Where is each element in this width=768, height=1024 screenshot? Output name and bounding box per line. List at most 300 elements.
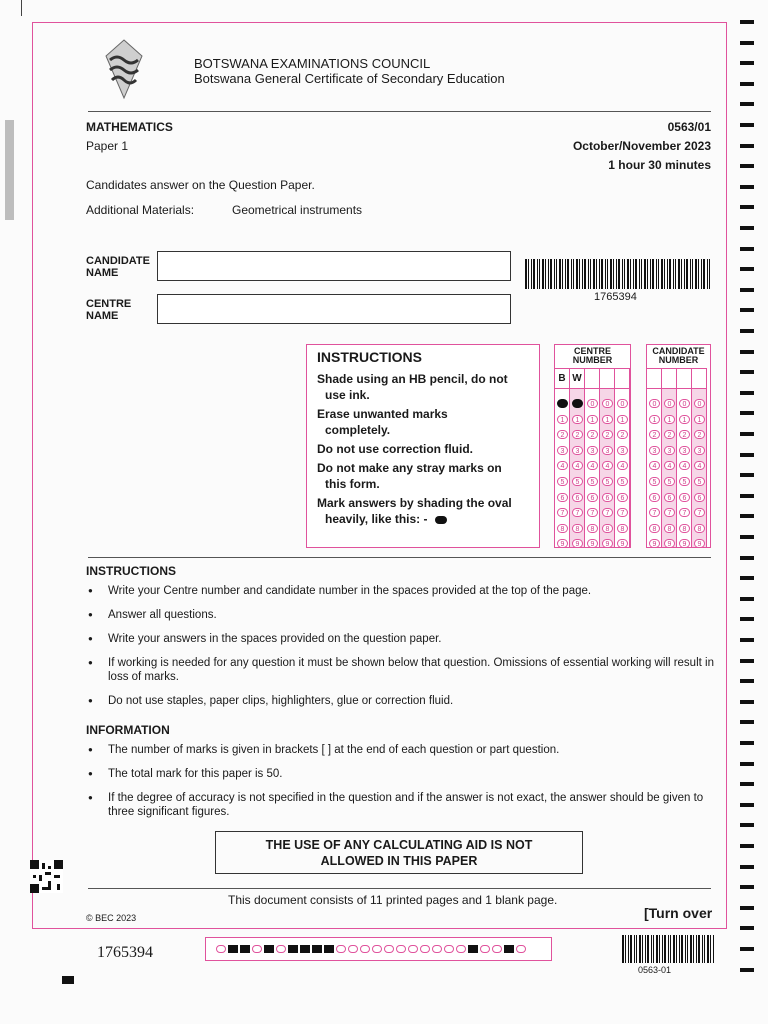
barcode-bar (687, 935, 688, 963)
barcode-bar (679, 935, 680, 963)
digit-oval[interactable]: 9 (617, 539, 628, 548)
barcode-bar (710, 935, 711, 963)
barcode-bar (628, 935, 629, 963)
timing-strip-mark (740, 432, 754, 436)
barcode-bar (673, 935, 675, 963)
digit-oval[interactable]: 9 (572, 539, 583, 548)
timing-strip-mark (740, 288, 754, 292)
barcode-bar (692, 259, 693, 289)
barcode-bar (645, 935, 646, 963)
barcode-bar (613, 259, 614, 289)
timing-mark (324, 945, 334, 953)
barcode-bar (641, 259, 642, 289)
digit-oval[interactable]: 4 (572, 461, 583, 470)
digit-oval[interactable]: 6 (617, 493, 628, 502)
instruction-item: ● If working is needed for any question it must be shown below that question. Omissions of essential working will result in loss of marks. (88, 656, 718, 684)
digit-oval[interactable]: 6 (587, 493, 598, 502)
digit-oval[interactable]: 3 (587, 446, 598, 455)
timing-mark (216, 945, 226, 953)
digit-oval[interactable]: 9 (602, 539, 613, 548)
information-item: ● The total mark for this paper is 50. (88, 767, 718, 781)
barcode-bar (636, 935, 637, 963)
digit-oval[interactable]: 7 (572, 508, 583, 517)
barcode-bar (630, 259, 631, 289)
barcode-bar (601, 259, 603, 289)
information-list (88, 743, 718, 819)
barcode-bar (567, 259, 569, 289)
timing-strip-mark (740, 41, 754, 45)
barcode-bar (647, 259, 648, 289)
digit-oval[interactable]: 4 (602, 461, 613, 470)
digit-oval[interactable]: 7 (557, 508, 568, 517)
timing-strip-mark (740, 82, 754, 86)
barcode-bar (681, 935, 683, 963)
number-entry-cell[interactable] (662, 368, 676, 389)
digit-oval[interactable]: 5 (649, 477, 660, 486)
digit-oval[interactable]: 0 (617, 399, 628, 408)
barcode-bar (685, 935, 686, 963)
timing-strip-mark (740, 762, 754, 766)
number-entry-cell[interactable] (585, 368, 599, 389)
digit-oval[interactable]: 3 (572, 446, 583, 455)
digit-oval[interactable]: 1 (602, 415, 613, 424)
qr-code-icon (30, 860, 63, 893)
information-item: ● The number of marks is given in brackets [ ] at the end of each question or part question. (88, 743, 718, 757)
edge-tab (5, 120, 14, 220)
shading-instructions-box (306, 344, 540, 548)
barcode-bar (548, 259, 549, 289)
timing-strip-mark (740, 741, 754, 745)
barcode-bar (659, 935, 660, 963)
timing-strip-mark (740, 453, 754, 457)
barcode-bar (573, 259, 574, 289)
barcode-bar (647, 935, 649, 963)
digit-oval[interactable]: 3 (679, 446, 690, 455)
digit-oval[interactable]: 0 (649, 399, 660, 408)
timing-mark (252, 945, 262, 953)
digit-oval[interactable]: 6 (602, 493, 613, 502)
timing-strip-mark (740, 144, 754, 148)
barcode-bar (698, 935, 700, 963)
timing-mark (264, 945, 274, 953)
digit-oval[interactable]: 1 (694, 415, 705, 424)
additional-materials-value: Geometrical instruments (232, 203, 363, 217)
timing-strip-mark (740, 308, 754, 312)
digit-oval[interactable]: 9 (649, 539, 660, 548)
timing-strip-mark (740, 350, 754, 354)
qualification-name: Botswana General Certificate of Secondary Education (194, 71, 505, 86)
number-entry-cell[interactable] (677, 368, 691, 389)
digit-oval[interactable]: 8 (617, 524, 628, 533)
number-entry-cell[interactable] (600, 368, 614, 389)
centre-name-label: CENTRE NAME (86, 298, 132, 322)
information-heading: INFORMATION (86, 723, 170, 737)
digit-oval[interactable]: 7 (649, 508, 660, 517)
notice-line-2: ALLOWED IN THIS PAPER (320, 854, 478, 868)
timing-strip-mark (740, 391, 754, 395)
page-count-note: This document consists of 11 printed pages and 1 blank page. (228, 893, 558, 907)
digit-oval[interactable]: 6 (649, 493, 660, 502)
barcode-bar (537, 259, 538, 289)
barcode-bar (667, 259, 668, 289)
digit-oval[interactable]: 3 (664, 446, 675, 455)
digit-oval[interactable]: 1 (587, 415, 598, 424)
digit-oval[interactable]: 8 (649, 524, 660, 533)
digit-oval[interactable]: 3 (649, 446, 660, 455)
digit-oval[interactable]: 7 (664, 508, 675, 517)
timing-strip-mark (740, 926, 754, 930)
digit-oval[interactable]: 1 (664, 415, 675, 424)
corner-mark (62, 976, 74, 984)
barcode-bar (713, 935, 714, 963)
digit-oval[interactable]: 8 (664, 524, 675, 533)
barcode-bar (703, 259, 705, 289)
barcode-bar (702, 935, 703, 963)
timing-mark (456, 945, 466, 953)
digit-oval[interactable]: 8 (557, 524, 568, 533)
digit-oval[interactable]: 2 (679, 430, 690, 439)
digit-oval[interactable]: 5 (602, 477, 613, 486)
timing-mark (396, 945, 406, 953)
barcode-bar (676, 935, 677, 963)
footer-divider (88, 888, 711, 889)
digit-oval[interactable]: 7 (617, 508, 628, 517)
barcode-bar (651, 935, 652, 963)
barcode-bar (593, 259, 595, 289)
centre-name-field[interactable] (157, 294, 511, 324)
digit-oval[interactable]: 0 (664, 399, 675, 408)
digit-oval[interactable]: 1 (557, 415, 568, 424)
turn-over-label: [Turn over (644, 905, 713, 921)
timing-strip-mark (740, 617, 754, 621)
timing-mark (444, 945, 454, 953)
instructions-heading: INSTRUCTIONS (86, 564, 176, 578)
barcode-bar (698, 259, 699, 289)
digit-oval[interactable]: 6 (694, 493, 705, 502)
candidate-number-label: CANDIDATE NUMBER (652, 346, 705, 365)
barcode-bar (656, 259, 657, 289)
barcode-bar (681, 259, 682, 289)
barcode-bar (690, 259, 691, 289)
timing-mark (300, 945, 310, 953)
barcode-bar (707, 935, 709, 963)
candidate-name-label: CANDIDATE NAME (86, 255, 150, 279)
barcode-bar (695, 259, 697, 289)
digit-oval[interactable]: 5 (557, 477, 568, 486)
barcode-bar (550, 259, 552, 289)
digit-oval[interactable]: 6 (664, 493, 675, 502)
digit-oval[interactable]: 4 (557, 461, 568, 470)
digit-oval[interactable]: 3 (557, 446, 568, 455)
centre-number-grid (554, 344, 631, 548)
barcode-bar (704, 935, 705, 963)
header-divider (88, 111, 711, 112)
timing-mark (288, 945, 298, 953)
barcode-bar (664, 935, 666, 963)
timing-mark (276, 945, 286, 953)
number-entry-cell[interactable] (615, 368, 629, 389)
timing-strip-mark (740, 720, 754, 724)
barcode-number: 1765394 (594, 291, 637, 303)
digit-oval[interactable]: 2 (602, 430, 613, 439)
timing-strip-mark (740, 514, 754, 518)
number-column (555, 368, 570, 547)
timing-strip-mark (740, 844, 754, 848)
org-name: BOTSWANA EXAMINATIONS COUNCIL (194, 56, 431, 71)
edge-mark (21, 0, 22, 16)
timing-strip-mark (740, 226, 754, 230)
digit-oval[interactable]: 4 (694, 461, 705, 470)
timing-mark (312, 945, 322, 953)
number-column (692, 368, 707, 547)
barcode-bar (562, 259, 563, 289)
barcode-bar (590, 259, 591, 289)
barcode-bar (607, 259, 608, 289)
barcode-bar (669, 259, 671, 289)
digit-oval[interactable]: 9 (679, 539, 690, 548)
shading-instruction-item: Mark answers by shading the oval heavily, like this: - (317, 496, 512, 526)
timing-strip-mark (740, 102, 754, 106)
centre-number-label: CENTRE NUMBER (572, 346, 613, 365)
barcode-bar (701, 259, 702, 289)
digit-oval[interactable]: 1 (617, 415, 628, 424)
digit-oval[interactable]: 2 (694, 430, 705, 439)
footer-barcode (622, 935, 714, 963)
digit-oval[interactable]: 2 (649, 430, 660, 439)
digit-oval[interactable]: 8 (587, 524, 598, 533)
barcode-bar (596, 259, 597, 289)
barcode-bar (565, 259, 566, 289)
section-divider (88, 557, 711, 558)
timing-strip-mark (740, 61, 754, 65)
digit-oval[interactable]: 6 (572, 493, 583, 502)
digit-oval[interactable]: 0 (694, 399, 705, 408)
barcode-bar (556, 259, 557, 289)
digit-oval[interactable]: 5 (664, 477, 675, 486)
shading-instruction-item: Shade using an HB pencil, do not use ink. (317, 372, 508, 402)
timing-mark (432, 945, 442, 953)
barcode-bar (630, 935, 632, 963)
barcode-bar (554, 259, 555, 289)
shading-instructions-title: INSTRUCTIONS (317, 349, 422, 365)
timing-strip-mark (740, 700, 754, 704)
timing-mark (228, 945, 238, 953)
timing-mark (408, 945, 418, 953)
timing-strip-mark (740, 597, 754, 601)
timing-strip-mark (740, 20, 754, 24)
barcode-bar (571, 259, 572, 289)
barcode-bar (634, 935, 635, 963)
digit-oval[interactable]: 4 (679, 461, 690, 470)
digit-oval[interactable]: 5 (617, 477, 628, 486)
digit-oval[interactable]: 5 (679, 477, 690, 486)
digit-oval[interactable]: 1 (679, 415, 690, 424)
number-column (585, 368, 600, 547)
digit-oval[interactable]: 6 (679, 493, 690, 502)
barcode-bar (644, 259, 646, 289)
barcode-bar (693, 935, 694, 963)
barcode-bar (639, 259, 640, 289)
timing-strip-mark (740, 823, 754, 827)
timing-strip-mark (740, 576, 754, 580)
digit-oval[interactable] (557, 399, 568, 408)
timing-marks-box (205, 937, 552, 961)
digit-oval[interactable]: 0 (602, 399, 613, 408)
timing-strip-mark (740, 185, 754, 189)
shading-instruction-item: Erase unwanted marks completely. (317, 407, 448, 437)
timing-mark (468, 945, 478, 953)
barcode-bar (633, 259, 634, 289)
number-column (662, 368, 677, 547)
timing-strip-mark (740, 247, 754, 251)
number-column (677, 368, 692, 547)
digit-oval[interactable]: 2 (572, 430, 583, 439)
digit-oval[interactable]: 3 (617, 446, 628, 455)
number-entry-cell[interactable] (647, 368, 661, 389)
timing-strip-mark (740, 906, 754, 910)
timing-mark (348, 945, 358, 953)
timing-strip-mark (740, 205, 754, 209)
digit-oval[interactable]: 3 (694, 446, 705, 455)
digit-oval[interactable]: 2 (587, 430, 598, 439)
barcode-bar (690, 935, 692, 963)
digit-oval[interactable]: 1 (649, 415, 660, 424)
barcode-bar (678, 259, 680, 289)
timing-strip-mark (740, 123, 754, 127)
timing-strip-mark (740, 535, 754, 539)
barcode-bar (539, 259, 540, 289)
barcode-bar (652, 259, 654, 289)
timing-strip-mark (740, 865, 754, 869)
digit-oval[interactable]: 2 (557, 430, 568, 439)
timing-strip-mark (740, 164, 754, 168)
digit-oval[interactable]: 6 (557, 493, 568, 502)
barcode-bar (599, 259, 600, 289)
digit-oval[interactable]: 8 (572, 524, 583, 533)
digit-oval[interactable]: 4 (587, 461, 598, 470)
barcode-bar (588, 259, 589, 289)
timing-strip-mark (740, 267, 754, 271)
digit-oval[interactable]: 9 (664, 539, 675, 548)
digit-oval[interactable]: 5 (694, 477, 705, 486)
filled-oval-icon (435, 516, 447, 524)
digit-oval[interactable]: 4 (649, 461, 660, 470)
timing-mark (420, 945, 430, 953)
digit-oval[interactable]: 4 (617, 461, 628, 470)
candidate-name-field[interactable] (157, 251, 511, 281)
barcode-bar (533, 259, 535, 289)
paper-number: Paper 1 (86, 139, 129, 153)
calculator-notice-box (215, 831, 583, 874)
footer-paper-code: 0563-01 (638, 965, 672, 975)
timing-mark (504, 945, 514, 953)
subject-name: MATHEMATICS (86, 120, 173, 134)
digit-oval[interactable]: 7 (587, 508, 598, 517)
barcode-bar (684, 259, 685, 289)
number-entry-cell[interactable]: B (555, 368, 569, 389)
timing-strip-mark (740, 947, 754, 951)
digit-oval[interactable]: 9 (587, 539, 598, 548)
instruction-item: ● Do not use staples, paper clips, highlighters, glue or correction fluid. (88, 694, 718, 708)
barcode-bar (662, 935, 663, 963)
barcode-bar (627, 259, 629, 289)
timing-mark (480, 945, 490, 953)
digit-oval[interactable]: 8 (679, 524, 690, 533)
timing-strip-mark (740, 638, 754, 642)
number-column (600, 368, 615, 547)
timing-strip-mark (740, 803, 754, 807)
timing-mark (492, 945, 502, 953)
timing-strip-mark (740, 782, 754, 786)
digit-oval[interactable]: 4 (664, 461, 675, 470)
barcode-bar (668, 935, 669, 963)
barcode-bar (639, 935, 641, 963)
digit-oval[interactable] (572, 399, 583, 408)
digit-oval[interactable]: 9 (694, 539, 705, 548)
barcode-bar (605, 259, 606, 289)
barcode-bar (559, 259, 561, 289)
barcode-bar (622, 259, 623, 289)
instruction-item: ● Write your Centre number and candidate number in the spaces provided at the top of the page. (88, 584, 718, 598)
digit-oval[interactable]: 7 (694, 508, 705, 517)
digit-oval[interactable]: 5 (572, 477, 583, 486)
digit-oval[interactable]: 1 (572, 415, 583, 424)
barcode-bar (709, 259, 710, 289)
timing-mark (372, 945, 382, 953)
exam-duration: 1 hour 30 minutes (608, 158, 711, 172)
digit-oval[interactable]: 5 (587, 477, 598, 486)
timing-strip-mark (740, 370, 754, 374)
timing-strip-mark (740, 968, 754, 972)
barcode-bar (625, 935, 626, 963)
barcode-bar (624, 259, 625, 289)
timing-mark (360, 945, 370, 953)
digit-oval[interactable]: 0 (587, 399, 598, 408)
barcode-bar (642, 935, 643, 963)
barcode-bar (531, 259, 532, 289)
digit-oval[interactable]: 7 (679, 508, 690, 517)
instruction-item: ● Write your answers in the spaces provided on the question paper. (88, 632, 718, 646)
number-entry-cell[interactable]: W (570, 368, 584, 389)
barcode-bar (542, 259, 544, 289)
number-entry-cell[interactable] (692, 368, 706, 389)
timing-mark (336, 945, 346, 953)
barcode-bar (616, 259, 617, 289)
digit-oval[interactable]: 7 (602, 508, 613, 517)
bec-logo-icon (100, 38, 148, 100)
barcode-bar (673, 259, 674, 289)
digit-oval[interactable]: 0 (679, 399, 690, 408)
shading-instructions-list (317, 371, 529, 527)
digit-oval[interactable]: 2 (664, 430, 675, 439)
digit-oval[interactable]: 8 (694, 524, 705, 533)
barcode-bar (576, 259, 578, 289)
shading-instruction-item: Do not use correction fluid. (317, 442, 474, 456)
timing-strip-mark (740, 659, 754, 663)
barcode-bar (584, 259, 586, 289)
digit-oval[interactable]: 3 (602, 446, 613, 455)
digit-oval[interactable]: 2 (617, 430, 628, 439)
barcode-bar (707, 259, 708, 289)
candidate-number-grid (646, 344, 711, 548)
barcode-bar (528, 259, 529, 289)
shading-instruction-item: Do not make any stray marks on this form. (317, 461, 502, 491)
additional-materials-label: Additional Materials: (86, 203, 195, 217)
digit-oval[interactable]: 8 (602, 524, 613, 533)
timing-strip-mark (740, 885, 754, 889)
barcode-bar (661, 259, 663, 289)
digit-oval[interactable]: 9 (557, 539, 568, 548)
